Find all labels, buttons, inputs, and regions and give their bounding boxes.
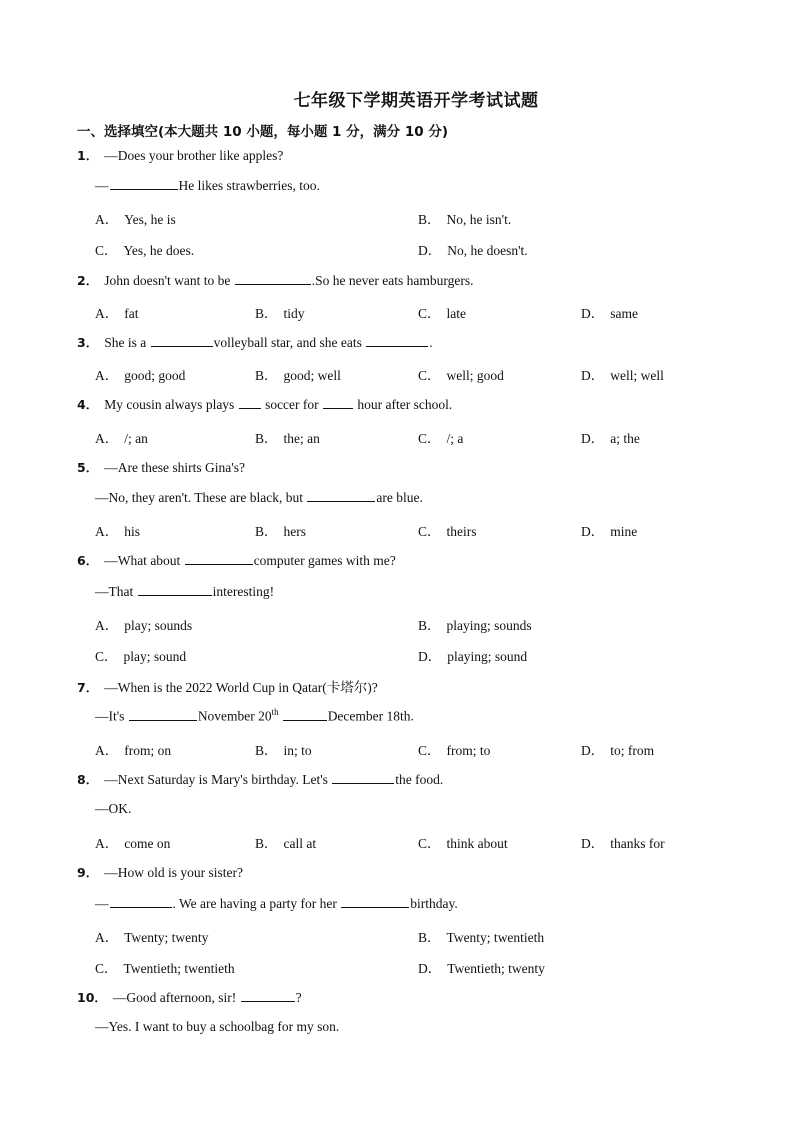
question-9-answer-line xyxy=(95,895,458,912)
option-label: A． xyxy=(95,618,119,633)
option-c[interactable] xyxy=(418,832,508,852)
option-c[interactable] xyxy=(418,427,463,447)
option-b[interactable] xyxy=(255,832,316,852)
answer-blank[interactable] xyxy=(239,396,261,409)
option-a[interactable] xyxy=(95,208,176,228)
option-label: B． xyxy=(255,836,278,851)
question-number: 5． xyxy=(77,460,99,475)
option-text: from; to xyxy=(446,743,491,758)
question-7-answer-line xyxy=(95,707,414,725)
option-label: C． xyxy=(418,306,441,321)
option-text: Yes, he does. xyxy=(123,243,195,258)
question-text: —When is the 2022 World Cup in Qatar(卡塔尔)? xyxy=(104,680,378,695)
answer-blank[interactable] xyxy=(129,708,197,721)
option-label: D． xyxy=(581,431,605,446)
ordinal-suffix: th xyxy=(271,707,279,717)
option-text: playing; sound xyxy=(447,649,528,664)
answer-text: interesting! xyxy=(212,584,275,599)
option-label: D． xyxy=(418,649,442,664)
option-text: /; an xyxy=(124,431,148,446)
answer-prefix: — xyxy=(95,896,109,911)
question-text: My cousin always plays xyxy=(104,397,238,412)
option-d[interactable] xyxy=(581,520,637,540)
option-b[interactable] xyxy=(255,520,306,540)
option-d[interactable] xyxy=(418,645,527,665)
question-number: 7． xyxy=(77,680,99,695)
option-a[interactable] xyxy=(95,520,140,540)
question-text: —How old is your sister? xyxy=(104,865,243,880)
option-text: well; well xyxy=(610,368,664,383)
question-number: 4． xyxy=(77,397,99,412)
option-text: a; the xyxy=(610,431,640,446)
option-text: call at xyxy=(283,836,317,851)
option-label: A． xyxy=(95,212,119,227)
answer-blank[interactable] xyxy=(235,272,311,285)
option-text: well; good xyxy=(446,368,504,383)
option-label: C． xyxy=(418,524,441,539)
answer-prefix: —That xyxy=(95,584,137,599)
option-d[interactable] xyxy=(581,739,654,759)
option-label: B． xyxy=(255,306,278,321)
question-text: —Next Saturday is Mary's birthday. Let's xyxy=(104,772,332,787)
question-6-answer-line xyxy=(95,583,274,600)
question-text: —Are these shirts Gina's? xyxy=(104,460,245,475)
question-number: 10． xyxy=(77,990,107,1005)
option-d[interactable] xyxy=(418,239,528,259)
question-3-stem xyxy=(77,333,433,351)
question-text: . xyxy=(429,335,433,350)
option-label: D． xyxy=(418,243,442,258)
option-text: tidy xyxy=(283,306,305,321)
option-text: play; sounds xyxy=(124,618,193,633)
option-label: C． xyxy=(418,743,441,758)
option-text: fat xyxy=(124,306,139,321)
option-a[interactable] xyxy=(95,364,185,384)
question-2-stem xyxy=(77,271,473,289)
option-d[interactable] xyxy=(581,427,640,447)
option-text: from; on xyxy=(124,743,172,758)
option-b[interactable] xyxy=(255,739,312,759)
question-9-stem xyxy=(77,863,243,881)
question-text: —Does your brother like apples? xyxy=(104,148,284,163)
option-label: B． xyxy=(418,618,441,633)
option-label: C． xyxy=(95,649,118,664)
question-number: 8． xyxy=(77,772,99,787)
page-title: 七年级下学期英语开学考试试题 xyxy=(293,91,539,111)
option-label: D． xyxy=(581,306,605,321)
option-c[interactable] xyxy=(418,739,490,759)
answer-blank[interactable] xyxy=(366,334,428,347)
question-text: —Good afternoon, sir! xyxy=(112,990,240,1005)
answer-blank[interactable] xyxy=(341,895,409,908)
option-b[interactable] xyxy=(255,302,305,322)
question-text: She is a xyxy=(104,335,150,350)
question-5-stem xyxy=(77,458,245,476)
answer-blank[interactable] xyxy=(241,989,295,1002)
option-text: think about xyxy=(446,836,508,851)
answer-blank[interactable] xyxy=(323,396,353,409)
option-a[interactable] xyxy=(95,302,139,322)
question-5-answer-line xyxy=(95,489,423,506)
answer-blank[interactable] xyxy=(283,708,327,721)
option-label: B． xyxy=(418,930,441,945)
option-label: D． xyxy=(581,524,605,539)
answer-text: birthday. xyxy=(410,896,458,911)
option-label: A． xyxy=(95,306,119,321)
option-a[interactable] xyxy=(95,739,171,759)
option-text: playing; sounds xyxy=(446,618,532,633)
question-4-stem xyxy=(77,395,452,413)
answer-text: December 18th. xyxy=(327,708,414,724)
option-label: A． xyxy=(95,431,119,446)
option-b[interactable] xyxy=(255,364,341,384)
option-a[interactable] xyxy=(95,614,192,634)
option-d[interactable] xyxy=(581,364,664,384)
option-text: play; sound xyxy=(123,649,187,664)
option-label: A． xyxy=(95,524,119,539)
answer-prefix: —No, they aren't. These are black, but xyxy=(95,490,307,505)
option-text: in; to xyxy=(283,743,312,758)
question-number: 9． xyxy=(77,865,99,880)
question-1-answer-line xyxy=(95,177,320,194)
option-label: C． xyxy=(95,243,118,258)
option-text: his xyxy=(124,524,141,539)
answer-blank[interactable] xyxy=(332,771,394,784)
option-b[interactable] xyxy=(255,427,320,447)
answer-prefix: —It's xyxy=(95,708,128,724)
option-label: B． xyxy=(255,743,278,758)
option-label: C． xyxy=(418,836,441,851)
option-text: Twenty; twenty xyxy=(124,930,209,945)
question-text: John doesn't want to be xyxy=(104,273,234,288)
option-d[interactable] xyxy=(581,302,638,322)
question-text: volleyball star, and she eats xyxy=(213,335,366,350)
answer-text: . We are having a party for her xyxy=(172,896,341,911)
answer-blank[interactable] xyxy=(110,177,178,190)
option-text: to; from xyxy=(610,743,655,758)
option-label: D． xyxy=(418,961,442,976)
option-b[interactable] xyxy=(418,926,544,946)
option-label: B． xyxy=(418,212,441,227)
question-1-stem xyxy=(77,146,283,164)
option-label: A． xyxy=(95,368,119,383)
option-c[interactable] xyxy=(95,239,194,259)
question-number: 2． xyxy=(77,273,99,288)
option-text: late xyxy=(446,306,467,321)
question-number: 1． xyxy=(77,148,99,163)
option-text: good; good xyxy=(124,368,186,383)
option-text: same xyxy=(610,306,638,321)
question-number: 6． xyxy=(77,553,99,568)
question-text: the food. xyxy=(395,772,444,787)
answer-text: He likes strawberries, too. xyxy=(178,178,320,193)
question-text: soccer for xyxy=(261,397,323,412)
option-label: B． xyxy=(255,368,278,383)
option-label: D． xyxy=(581,743,605,758)
question-8-stem xyxy=(77,770,443,788)
answer-blank[interactable] xyxy=(110,895,172,908)
answer-blank[interactable] xyxy=(185,552,253,565)
option-text: Twentieth; twentieth xyxy=(123,961,235,976)
option-d[interactable] xyxy=(581,832,665,852)
option-text: thanks for xyxy=(610,836,665,851)
answer-blank[interactable] xyxy=(307,489,375,502)
option-a[interactable] xyxy=(95,832,170,852)
question-8-answer-line: —OK. xyxy=(95,801,132,816)
option-a[interactable] xyxy=(95,427,148,447)
option-text: theirs xyxy=(446,524,477,539)
question-7-stem xyxy=(77,676,378,696)
question-text: —What about xyxy=(104,553,184,568)
option-a[interactable] xyxy=(95,926,208,946)
option-text: mine xyxy=(610,524,638,539)
option-b[interactable] xyxy=(418,208,511,228)
option-c[interactable] xyxy=(418,302,466,322)
option-c[interactable] xyxy=(418,364,504,384)
question-6-stem xyxy=(77,551,396,569)
answer-text: November 20 xyxy=(197,708,272,724)
option-label: B． xyxy=(255,524,278,539)
option-label: A． xyxy=(95,836,119,851)
option-text: hers xyxy=(283,524,307,539)
section-header: 一、选择填空(本大题共 10 小题，每小题 1 分，满分 10 分) xyxy=(77,124,449,140)
option-label: D． xyxy=(581,368,605,383)
option-label: C． xyxy=(418,431,441,446)
answer-prefix: — xyxy=(95,178,109,193)
option-label: C． xyxy=(418,368,441,383)
option-text: Twenty; twentieth xyxy=(446,930,545,945)
answer-text: are blue. xyxy=(376,490,423,505)
answer-blank[interactable] xyxy=(138,583,212,596)
answer-blank[interactable] xyxy=(151,334,213,347)
question-text: hour after school. xyxy=(354,397,453,412)
option-label: A． xyxy=(95,743,119,758)
option-text: the; an xyxy=(283,431,320,446)
option-c[interactable] xyxy=(95,957,235,977)
option-label: C． xyxy=(95,961,118,976)
option-text: /; a xyxy=(446,431,464,446)
question-text: computer games with me? xyxy=(253,553,396,568)
option-text: Twentieth; twenty xyxy=(447,961,545,976)
option-label: A． xyxy=(95,930,119,945)
question-number: 3． xyxy=(77,335,99,350)
option-text: No, he isn't. xyxy=(446,212,512,227)
option-c[interactable] xyxy=(418,520,477,540)
option-text: good; well xyxy=(283,368,341,383)
question-text: .So he never eats hamburgers. xyxy=(311,273,474,288)
option-d[interactable] xyxy=(418,957,545,977)
option-label: D． xyxy=(581,836,605,851)
question-10-stem xyxy=(77,988,302,1006)
question-text: ? xyxy=(295,990,302,1005)
option-c[interactable] xyxy=(95,645,186,665)
option-b[interactable] xyxy=(418,614,532,634)
option-text: No, he doesn't. xyxy=(447,243,528,258)
question-10-answer-line: —Yes. I want to buy a schoolbag for my son. xyxy=(95,1019,340,1034)
option-text: Yes, he is xyxy=(124,212,176,227)
option-text: come on xyxy=(124,836,171,851)
option-label: B． xyxy=(255,431,278,446)
